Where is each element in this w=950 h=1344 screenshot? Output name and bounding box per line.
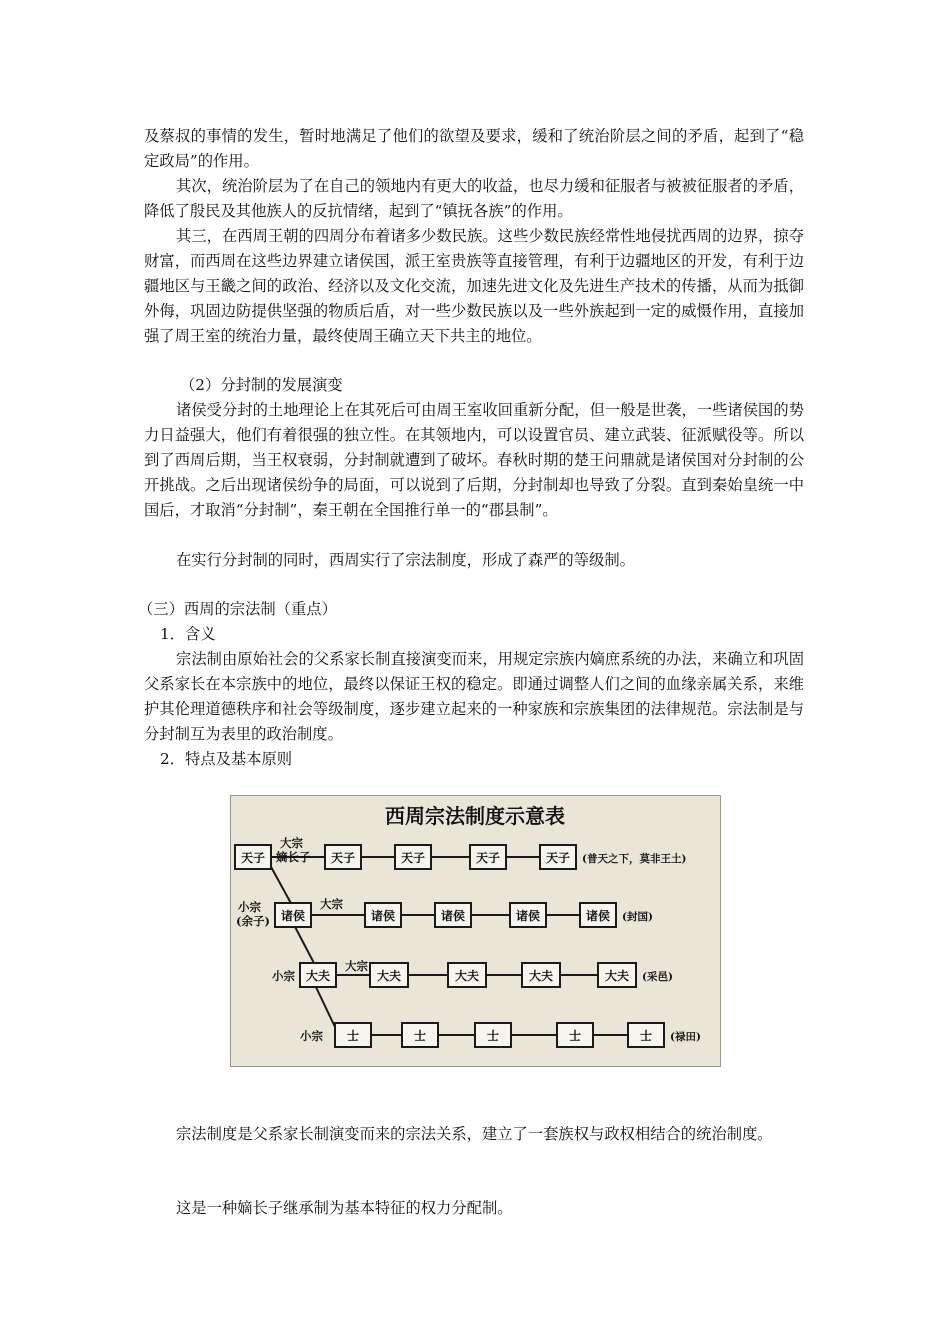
- note-tianzi: (普天之下，莫非王土): [582, 853, 687, 865]
- box-dafu-label: 大夫: [454, 969, 480, 983]
- box-shi-label: 士: [413, 1029, 427, 1043]
- note-dafu: (采邑): [642, 971, 673, 983]
- section-heading-3: （三）西周的宗法制（重点）: [138, 600, 337, 618]
- label-dizhangzi: 嫡长子: [276, 850, 311, 864]
- note-zhuhou: (封国): [622, 911, 653, 923]
- paragraph-4: 诸侯受分封的土地理论上在其死后可由周王室收回重新分配，但一般是世袭，一些诸侯国的势力日益强大，他们有着很强的独立性。在其领地内，可以设置官员、建立武装、征派赋役等。所以到了西周后期，当王权衰弱，分封制就遭到了破坏。春秋时期的楚王问鼎就是诸侯国对分封制的公开挑战。之后出现诸侯纷争的局面，可以说到了后期，分封制却也导致了分裂。直到秦始皇统一中国后，才取消“分封制”，秦王朝在全国推行单一的“郡县制”。: [144, 401, 804, 519]
- box-zhuhou-label: 诸侯: [585, 909, 611, 923]
- box-tianzi-label: 天子: [240, 851, 266, 865]
- box-dafu-label: 大夫: [305, 969, 331, 983]
- paragraph-8: 这是一种嫡长子继承制为基本特征的权力分配制。: [176, 1199, 513, 1217]
- box-tianzi-label: 天子: [545, 851, 571, 865]
- box-shi-label: 士: [346, 1029, 360, 1043]
- box-tianzi-label: 天子: [330, 851, 356, 865]
- label-yuzi: (余子): [236, 914, 270, 928]
- row-dafu: [272, 959, 673, 987]
- subheading-features: 2．特点及基本原则: [160, 750, 293, 768]
- label-dazong: 大宗: [320, 897, 343, 911]
- box-zhuhou-label: 诸侯: [440, 909, 466, 923]
- label-dazong: 大宗: [280, 836, 303, 850]
- paragraph-7: 宗法制度是父系家长制演变而来的宗法关系，建立了一套族权与政权相结合的统治制度。: [176, 1125, 773, 1143]
- paragraph-2: 其次，统治阶层为了在自己的领地内有更大的收益，也尽力缓和征服者与被被征服者的矛盾，降低了殷民及其他族人的反抗情绪，起到了“镇抚各族”的作用。: [144, 177, 804, 220]
- heading-2-development: （2）分封制的发展演变: [180, 376, 343, 394]
- box-zhuhou-label: 诸侯: [370, 909, 396, 923]
- label-dazong: 大宗: [345, 959, 368, 973]
- label-xiaozong: 小宗: [300, 1029, 323, 1043]
- subheading-meaning: 1．含义: [160, 625, 216, 643]
- box-zhuhou-label: 诸侯: [515, 909, 541, 923]
- paragraph-1: 及蔡叔的事情的发生，暂时地满足了他们的欲望及要求，缓和了统治阶层之间的矛盾，起到了“稳定政局”的作用。: [144, 127, 804, 170]
- paragraph-6: 宗法制由原始社会的父系家长制直接演变而来，用规定宗族内嫡庶系统的办法，来确立和巩固父系家长在本宗族中的地位，最终以保证王权的稳定。即通过调整人们之间的血缘亲属关系，来维护其伦理道德秩序和社会等级制度，逐步建立起来的一种家族和宗族集团的法律规范。宗法制是与分封制互为表里的政治制度。: [144, 650, 804, 743]
- box-tianzi-label: 天子: [475, 851, 501, 865]
- zongfa-system-diagram: [230, 795, 721, 1067]
- box-shi-label: 士: [486, 1029, 500, 1043]
- diagram-title: 西周宗法制度示意表: [385, 804, 565, 828]
- paragraph-5: 在实行分封制的同时，西周实行了宗法制度，形成了森严的等级制。: [176, 551, 635, 569]
- box-zhuhou-label: 诸侯: [280, 909, 306, 923]
- box-dafu-label: 大夫: [528, 969, 554, 983]
- note-shi: (禄田): [670, 1031, 701, 1043]
- label-xiaozong: 小宗: [238, 900, 261, 914]
- box-tianzi-label: 天子: [400, 851, 426, 865]
- box-shi-label: 士: [568, 1029, 582, 1043]
- paragraph-3: 其三，在西周王朝的四周分布着诸多少数民族。这些少数民族经常性地侵扰西周的边界，掠夺财富，而西周在这些边界建立诸侯国，派王室贵族等直接管理，有利于边疆地区的开发，有利于边疆地区与王畿之间的政治、经济以及文化交流，加速先进文化及先进生产技术的传播，从而为抵御外侮，巩固边防提供坚强的物质后盾，对一些少数民族以及一些外族起到一定的威慑作用，直接加强了周王室的统治力量，最终使周王确立天下共主的地位。: [144, 227, 804, 345]
- box-dafu-label: 大夫: [376, 969, 402, 983]
- box-dafu-label: 大夫: [604, 969, 630, 983]
- label-xiaozong: 小宗: [272, 969, 295, 983]
- row-shi: [300, 1023, 701, 1047]
- box-shi-label: 士: [639, 1029, 653, 1043]
